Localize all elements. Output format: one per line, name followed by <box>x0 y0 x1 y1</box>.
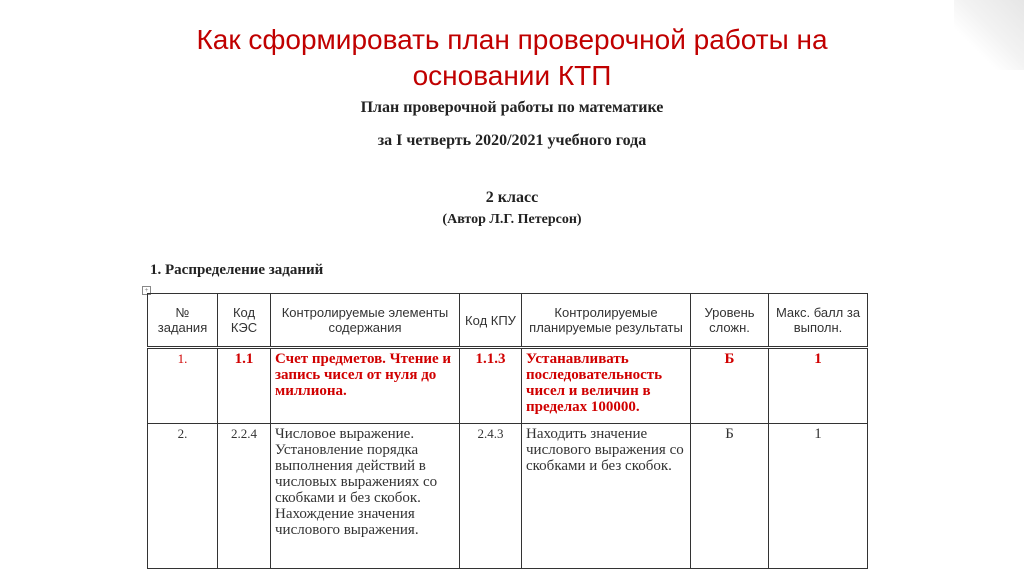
cell-max-score: 1 <box>769 348 868 424</box>
section-heading: 1. Распределение заданий <box>150 262 324 278</box>
table-header-row <box>148 294 868 348</box>
slide-title <box>0 22 1024 94</box>
cell-task-number: 2. <box>148 424 218 569</box>
header-content-elements: Контролируемые элементы содержания <box>271 294 460 348</box>
cell-content-elements: Счет предметов. Чтение и запись чисел от нуля до миллиона. <box>271 348 460 424</box>
header-kes-code: Код КЭС <box>218 294 271 348</box>
document-period <box>0 132 1024 150</box>
document-title <box>0 99 1024 117</box>
cell-planned-results: Устанавливать последовательность чисел и величин в пределах 100000. <box>522 348 691 424</box>
slide-title-line-2: основании КТП <box>412 60 612 91</box>
cell-kpu-code: 1.1.3 <box>460 348 522 424</box>
cell-planned-results: Находить значение числового выражения со скобками и без скобок. <box>522 424 691 569</box>
cell-kpu-code: 2.4.3 <box>460 424 522 569</box>
cell-difficulty-level: Б <box>691 348 769 424</box>
header-max-score: Макс. балл за выполн. <box>769 294 868 348</box>
document-grade: 2 класс <box>485 189 539 206</box>
task-distribution-table <box>147 293 868 569</box>
cell-task-number: 1. <box>148 348 218 424</box>
cell-max-score: 1 <box>769 424 868 569</box>
cell-kes-code: 1.1 <box>218 348 271 424</box>
slide-title-line-1: Как сформировать план проверочной работы на <box>196 24 828 55</box>
document-author: (Автор Л.Г. Петерсон) <box>442 212 582 227</box>
table-row <box>148 424 868 569</box>
header-difficulty-level: Уровень сложн. <box>691 294 769 348</box>
document-title-text: План проверочной работы по математике <box>360 99 664 116</box>
table-move-handle-icon[interactable]: + <box>142 286 151 295</box>
header-planned-results: Контролируемые планируемые результаты <box>522 294 691 348</box>
header-task-number: № задания <box>148 294 218 348</box>
cell-kes-code: 2.2.4 <box>218 424 271 569</box>
table-row <box>148 348 868 424</box>
document-period-text: за I четверть 2020/2021 учебного года <box>377 132 647 149</box>
cell-difficulty-level: Б <box>691 424 769 569</box>
cell-content-elements: Числовое выражение. Установление порядка выполнения действий в числовых выражениях со скобками и без скобок. Нахождение значения числового выражения. <box>271 424 460 569</box>
header-kpu-code: Код КПУ <box>460 294 522 348</box>
